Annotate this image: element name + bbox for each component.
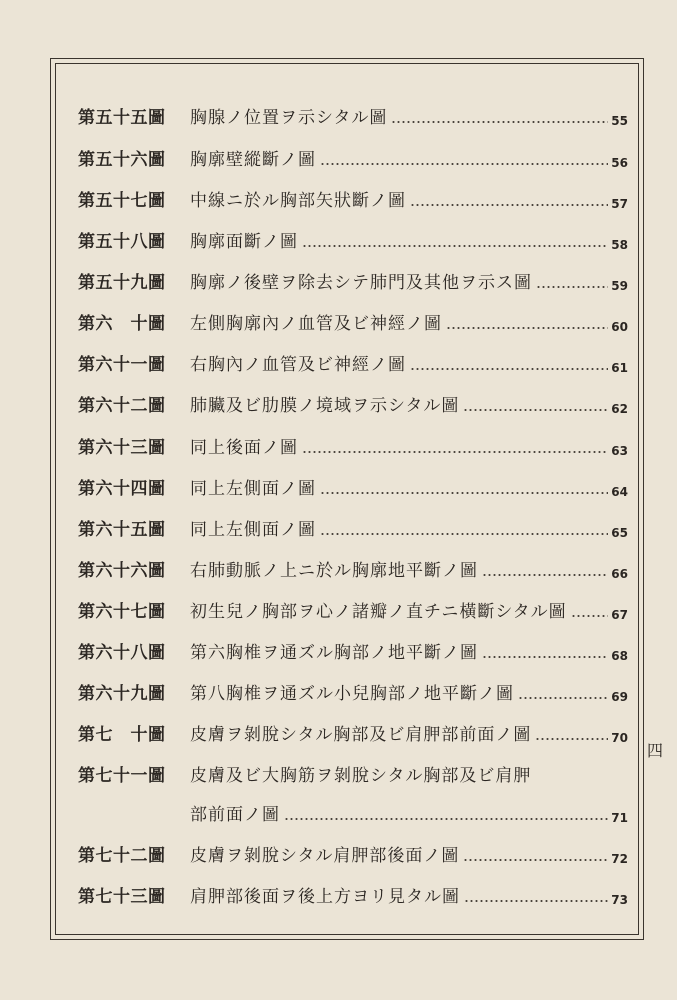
page-number: 71	[611, 811, 628, 825]
side-page-number: 四	[647, 741, 664, 760]
figure-title: 同上左側面ノ圖	[190, 478, 316, 499]
dot-leader	[518, 697, 608, 699]
dot-leader	[302, 451, 608, 453]
figure-title: 胸廓面斷ノ圖	[190, 231, 298, 252]
page-number: 65	[611, 526, 628, 540]
list-item	[78, 391, 628, 421]
page-number: 56	[611, 156, 628, 170]
page-number: 58	[611, 238, 628, 252]
dot-leader	[320, 163, 608, 165]
list-item	[78, 800, 628, 830]
figure-label: 第六十五圖	[78, 519, 166, 540]
figure-label: 第六 十圖	[78, 313, 166, 334]
dot-leader	[464, 900, 608, 902]
list-item	[78, 350, 628, 380]
list-item	[78, 433, 628, 463]
list-item	[78, 882, 628, 912]
figure-label: 第六十八圖	[78, 642, 166, 663]
figure-label: 第五十六圖	[78, 149, 166, 170]
page-number: 69	[611, 690, 628, 704]
page-number: 62	[611, 402, 628, 416]
dot-leader	[391, 121, 608, 123]
figure-label: 第六十三圖	[78, 437, 166, 458]
dot-leader	[536, 286, 608, 288]
dot-leader	[320, 492, 608, 494]
figure-label: 第七十二圖	[78, 845, 166, 866]
list-item	[78, 227, 628, 257]
dot-leader	[410, 368, 608, 370]
list-item	[78, 309, 628, 339]
list-item	[78, 474, 628, 504]
figure-title: 皮膚ヲ剝脫シタル肩胛部後面ノ圖	[190, 845, 460, 866]
figure-label: 第五十五圖	[78, 107, 166, 128]
page-number: 64	[611, 485, 628, 499]
page-number: 60	[611, 320, 628, 334]
page-number: 66	[611, 567, 628, 581]
dot-leader	[482, 656, 608, 658]
figure-label: 第五十八圖	[78, 231, 166, 252]
list-item	[78, 597, 628, 627]
figure-title: 中線ニ於ル胸部矢狀斷ノ圖	[190, 190, 406, 211]
figure-title: 胸廓ノ後壁ヲ除去シテ肺門及其他ヲ示ス圖	[190, 272, 532, 293]
page-number: 73	[611, 893, 628, 907]
figure-title: 右胸內ノ血管及ビ神經ノ圖	[190, 354, 406, 375]
list-item	[78, 638, 628, 668]
figure-title: 肺臟及ビ肋膜ノ境域ヲ示シタル圖	[190, 395, 460, 416]
figure-title: 左側胸廓內ノ血管及ビ神經ノ圖	[190, 313, 442, 334]
list-item	[78, 761, 628, 791]
dot-leader	[482, 574, 608, 576]
figure-label: 第五十七圖	[78, 190, 166, 211]
page-number: 63	[611, 444, 628, 458]
page-number: 55	[611, 114, 628, 128]
figure-title: 同上左側面ノ圖	[190, 519, 316, 540]
figure-label: 第七十三圖	[78, 886, 166, 907]
list-item	[78, 145, 628, 175]
figure-title: 皮膚ヲ剝脫シタル胸部及ビ肩胛部前面ノ圖	[190, 724, 532, 745]
list-item	[78, 679, 628, 709]
dot-leader	[463, 859, 608, 861]
figure-label: 第六十七圖	[78, 601, 166, 622]
list-item	[78, 268, 628, 298]
page-number: 68	[611, 649, 628, 663]
figure-label: 第六十九圖	[78, 683, 166, 704]
dot-leader	[446, 327, 608, 329]
list-item	[78, 103, 628, 133]
figure-title: 第六胸椎ヲ通ズル胸部ノ地平斷ノ圖	[190, 642, 478, 663]
figure-title: 肩胛部後面ヲ後上方ヨリ見タル圖	[190, 886, 460, 907]
page-number: 57	[611, 197, 628, 211]
figure-label: 第五十九圖	[78, 272, 166, 293]
dot-leader	[302, 245, 608, 247]
figure-label: 第六十一圖	[78, 354, 166, 375]
list-item	[78, 841, 628, 871]
dot-leader	[284, 818, 608, 820]
figure-title: 第八胸椎ヲ通ズル小兒胸部ノ地平斷ノ圖	[190, 683, 514, 704]
list-item	[78, 556, 628, 586]
dot-leader	[571, 615, 609, 617]
page-number: 67	[611, 608, 628, 622]
figure-title: 皮膚及ビ大胸筋ヲ剝脫シタル胸部及ビ肩胛	[190, 765, 532, 786]
dot-leader	[463, 409, 608, 411]
dot-leader	[320, 533, 608, 535]
page-number: 72	[611, 852, 628, 866]
list-item	[78, 186, 628, 216]
figure-title: 同上後面ノ圖	[190, 437, 298, 458]
figure-label: 第七十一圖	[78, 765, 166, 786]
dot-leader	[410, 204, 608, 206]
list-item	[78, 720, 628, 750]
page-number: 70	[611, 731, 628, 745]
figure-title: 胸廓壁縱斷ノ圖	[190, 149, 316, 170]
dot-leader	[535, 738, 608, 740]
figure-label: 第七 十圖	[78, 724, 166, 745]
page-number: 61	[611, 361, 628, 375]
figure-title: 右肺動脈ノ上ニ於ル胸廓地平斷ノ圖	[190, 560, 478, 581]
figure-title: 初生兒ノ胸部ヲ心ノ諸瓣ノ直チニ橫斷シタル圖	[190, 601, 567, 622]
figure-title: 部前面ノ圖	[190, 804, 280, 825]
figure-label: 第六十二圖	[78, 395, 166, 416]
figure-label: 第六十六圖	[78, 560, 166, 581]
figure-title: 胸腺ノ位置ヲ示シタル圖	[190, 107, 388, 128]
list-item	[78, 515, 628, 545]
page-number: 59	[611, 279, 628, 293]
figure-label: 第六十四圖	[78, 478, 166, 499]
